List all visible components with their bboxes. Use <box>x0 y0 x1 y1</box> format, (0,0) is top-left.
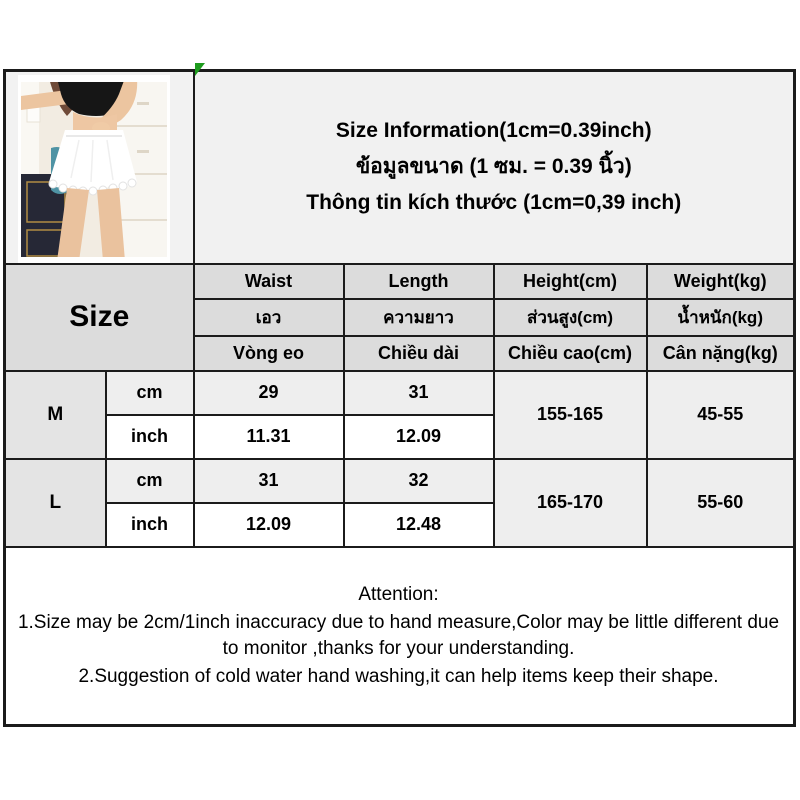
row-l-inch-waist: 12.09 <box>194 503 344 547</box>
row-l-weight: 55-60 <box>647 459 795 547</box>
row-l-height: 165-170 <box>494 459 647 547</box>
row-m-inch-waist: 11.31 <box>194 415 344 459</box>
row-l-cm-waist: 31 <box>194 459 344 503</box>
row-m-inch-length: 12.09 <box>344 415 494 459</box>
col-height-vi: Chiều cao(cm) <box>494 336 647 371</box>
attention-heading: Attention: <box>358 584 439 606</box>
row-m-cm-length: 31 <box>344 371 494 415</box>
col-waist-en: Waist <box>194 264 344 299</box>
col-waist-th: เอว <box>194 299 344 336</box>
col-weight-vi: Cân nặng(kg) <box>647 336 795 371</box>
col-waist-vi: Vòng eo <box>194 336 344 371</box>
row-m-cm-waist: 29 <box>194 371 344 415</box>
col-weight-en: Weight(kg) <box>647 264 795 299</box>
col-length-en: Length <box>344 264 494 299</box>
attention-note-1: 1.Size may be 2cm/1inch inaccuracy due to hand measure,Color may be little different due to monitor ,thanks for your understanding. <box>17 611 780 660</box>
row-m-cm-unit: cm <box>106 371 194 415</box>
col-length-vi: Chiều dài <box>344 336 494 371</box>
title-cell <box>194 71 795 264</box>
product-photo-cell <box>5 71 194 264</box>
attention-note-2: 2.Suggestion of cold water hand washing,it can help items keep their shape. <box>78 665 719 687</box>
col-weight-th: น้ำหนัก(kg) <box>647 299 795 336</box>
row-l-inch-length: 12.48 <box>344 503 494 547</box>
product-photo-illustration <box>21 78 167 261</box>
col-length-th: ความยาว <box>344 299 494 336</box>
size-table <box>3 69 796 727</box>
row-l-label: L <box>5 459 106 547</box>
title-vi: Thông tin kích thước (1cm=0,39 inch) <box>306 191 682 215</box>
attention-cell <box>5 547 795 726</box>
col-height-en: Height(cm) <box>494 264 647 299</box>
size-header-cell: Size <box>5 264 194 371</box>
row-m-inch-unit: inch <box>106 415 194 459</box>
row-l-inch-unit: inch <box>106 503 194 547</box>
row-l-cm-unit: cm <box>106 459 194 503</box>
title-en: Size Information(1cm=0.39inch) <box>335 119 652 143</box>
col-height-th: ส่วนสูง(cm) <box>494 299 647 336</box>
row-m-height: 155-165 <box>494 371 647 459</box>
product-photo <box>21 78 167 261</box>
row-m-weight: 45-55 <box>647 371 795 459</box>
row-l-cm-length: 32 <box>344 459 494 503</box>
row-m-label: M <box>5 371 106 459</box>
title-th: ข้อมูลขนาด (1 ซม. = 0.39 นิ้ว) <box>355 155 632 179</box>
